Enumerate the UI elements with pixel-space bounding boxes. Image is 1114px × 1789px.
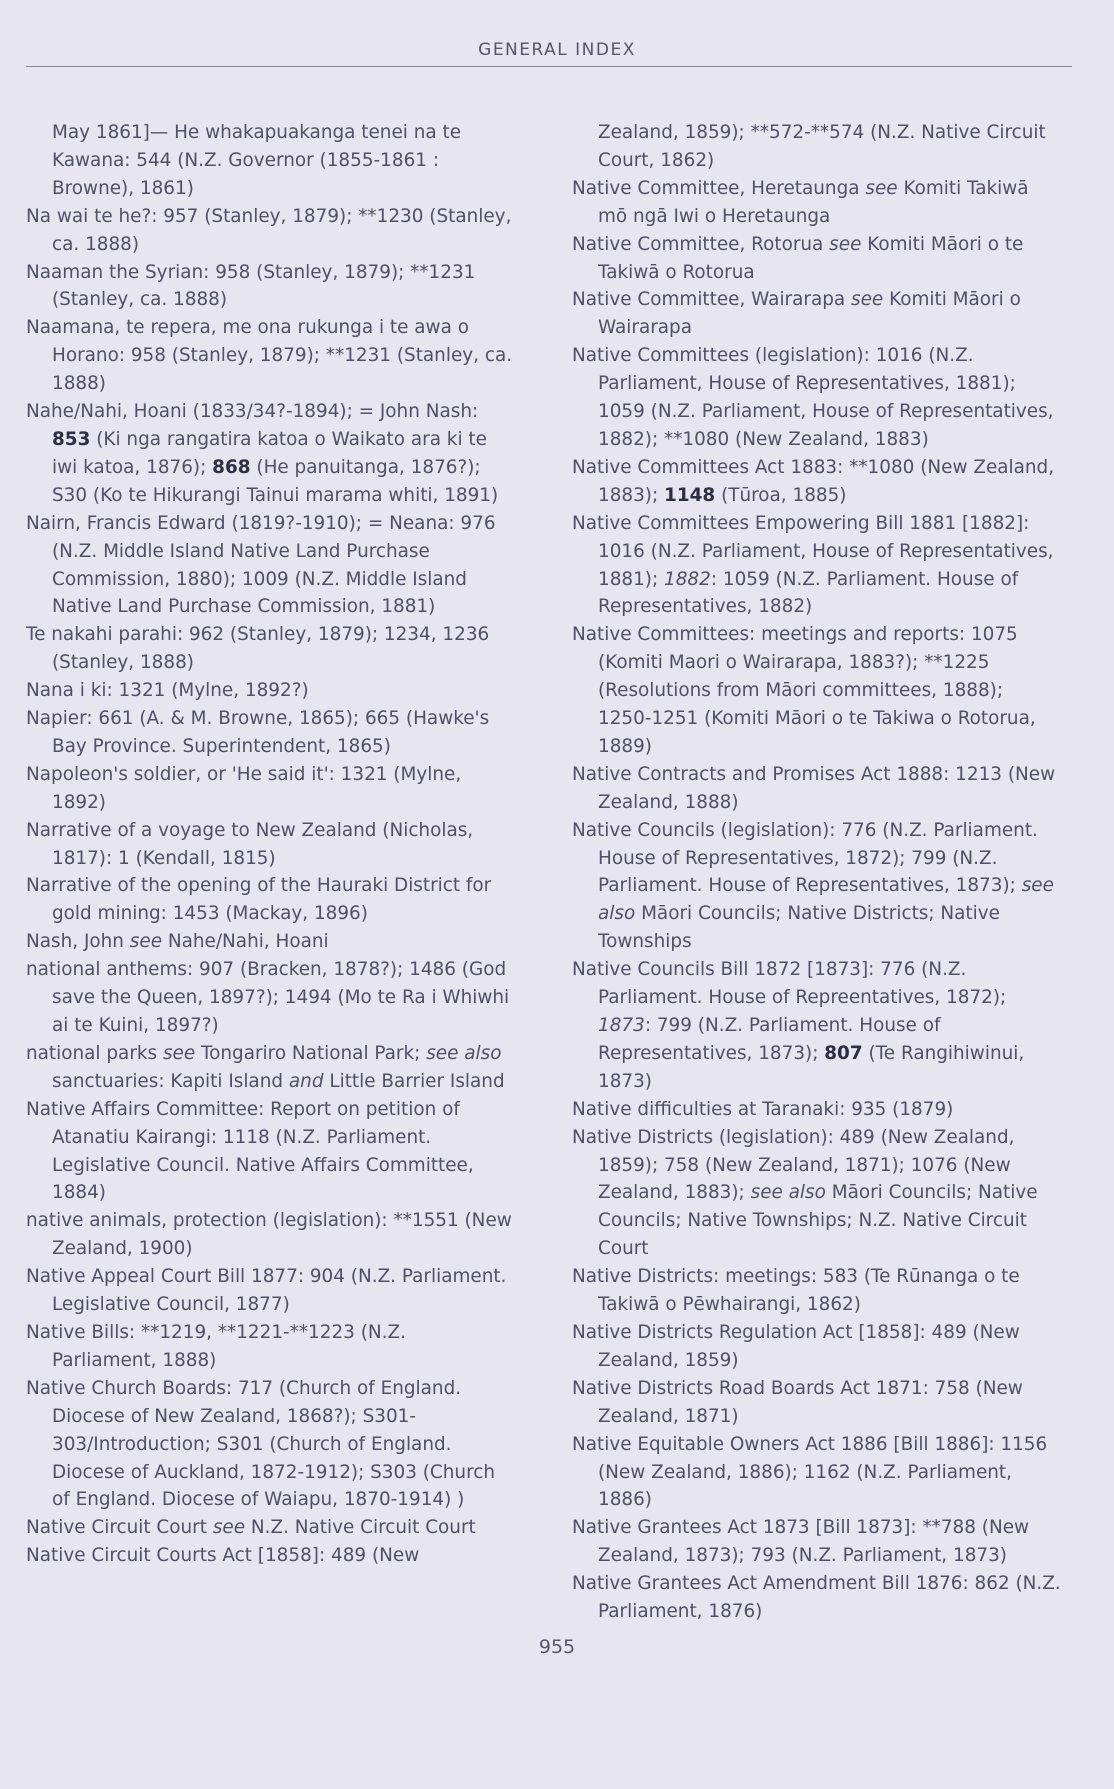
index-entry: Narrative of the opening of the Hauraki District for gold mining: 1453 (Mackay, 1896)	[26, 875, 492, 925]
index-entry: national anthems: 907 (Bracken, 1878?); 1486 (God save the Queen, 1897?); 1494 (Mo te Ra i Whiwhi ai te Kuini, 1897?)	[26, 959, 510, 1036]
index-entry: Native Committees: meetings and reports: 1075 (Komiti Maori o Wairarapa, 1883?); **1225 (Resolutions from Māori committees, 1888); 1250-1251 (Komiti Māori o te Takiwa o Rotorua, 1889)	[572, 624, 1036, 757]
running-header: GENERAL INDEX	[478, 40, 636, 60]
index-entry: Napoleon's soldier, or 'He said it': 1321 (Mylne, 1892)	[26, 763, 462, 813]
index-entry: Nahe/Nahi, Hoani (1833/34?-1894); = John Nash: 853 (Ki nga rangatira katoa o Waikato ara ki te iwi katoa, 1876); 868 (He panuitanga, 1876?); S30 (Ko te Hikurangi Tainui marama whiti, 1891)	[26, 401, 499, 506]
index-column-right	[572, 119, 1062, 1626]
index-entry: Native Councils Bill 1872 [1873]: 776 (N.Z. Parliament. House of Repreentatives, 1872); 1873: 799 (N.Z. Parliament. House of Representatives, 1873); 807 (Te Rangihiwinui, 1873)	[572, 959, 1025, 1092]
index-entry: Native Councils (legislation): 776 (N.Z. Parliament. House of Representatives, 1872); 799 (N.Z. Parliament. House of Representatives, 1873); see also Māori Councils; Native Districts; Native Townships	[572, 819, 1054, 953]
index-entry: Native Committees Act 1883: **1080 (New Zealand, 1883); 1148 (Tūroa, 1885)	[572, 456, 1055, 506]
index-entry: Naaman the Syrian: 958 (Stanley, 1879); **1231 (Stanley, ca. 1888)	[26, 261, 476, 311]
index-entry: Native Bills: **1219, **1221-**1223 (N.Z. Parliament, 1888)	[26, 1321, 406, 1371]
index-entry: Native Committee, Rotorua see Komiti Māori o te Takiwā o Rotorua	[572, 233, 1024, 283]
index-entry: Te nakahi parahi: 962 (Stanley, 1879); 1234, 1236 (Stanley, 1888)	[26, 624, 490, 674]
index-entry: Native Contracts and Promises Act 1888: 1213 (New Zealand, 1888)	[572, 763, 1056, 813]
index-entry: Native Grantees Act Amendment Bill 1876: 862 (N.Z. Parliament, 1876)	[572, 1573, 1061, 1623]
index-entry: Native Church Boards: 717 (Church of England. Diocese of New Zealand, 1868?); S301-303/Introduction; S301 (Church of England. Diocese of Auckland, 1872-1912); S303 (Church of England. Diocese of Waiapu, 1870-1914) )	[26, 1377, 495, 1511]
index-entry: Native Affairs Committee: Report on petition of Atanatiu Kairangi: 1118 (N.Z. Parliament. Legislative Council. Native Affairs Committee, 1884)	[26, 1098, 474, 1204]
index-entry: Nairn, Francis Edward (1819?-1910); = Neana: 976 (N.Z. Middle Island Native Land Purchase Commission, 1880); 1009 (N.Z. Middle Island Native Land Purchase Commission, 1881)	[26, 512, 496, 618]
index-entry: Native Committee, Wairarapa see Komiti Māori o Wairarapa	[572, 289, 1021, 339]
index-entry: May 1861]— He whakapuakanga tenei na te Kawana: 544 (N.Z. Governor (1855-1861 : Browne), 1861)	[52, 122, 462, 199]
index-entry: Native Districts Road Boards Act 1871: 758 (New Zealand, 1871)	[572, 1377, 1023, 1427]
page-number: 955	[538, 1636, 576, 1658]
index-entry: Na wai te he?: 957 (Stanley, 1879); **1230 (Stanley, ca. 1888)	[26, 205, 512, 255]
index-entry: Native Committees (legislation): 1016 (N.Z. Parliament, House of Representatives, 1881); 1059 (N.Z. Parliament, House of Representatives, 1882); **1080 (New Zealand, 1883)	[572, 345, 1054, 450]
index-entry: Native difficulties at Taranaki: 935 (1879)	[572, 1098, 954, 1120]
index-entry: Native Committee, Heretaunga see Komiti Takiwā mō ngā Iwi o Heretaunga	[572, 177, 1029, 227]
index-entry: Naamana, te repera, me ona rukunga i te awa o Horano: 958 (Stanley, 1879); **1231 (Stanley, ca. 1888)	[26, 317, 513, 395]
index-entry: native animals, protection (legislation): **1551 (New Zealand, 1900)	[26, 1210, 512, 1260]
header-rule	[26, 66, 1072, 67]
index-entry: Native Grantees Act 1873 [Bill 1873]: **788 (New Zealand, 1873); 793 (N.Z. Parliament, 1873)	[572, 1517, 1030, 1567]
index-entry: Native Appeal Court Bill 1877: 904 (N.Z. Parliament. Legislative Council, 1877)	[26, 1266, 507, 1316]
index-entry: Native Circuit Court see N.Z. Native Circuit Court	[26, 1517, 476, 1539]
index-entry: Native Circuit Courts Act [1858]: 489 (New	[26, 1545, 420, 1567]
index-entry: Narrative of a voyage to New Zealand (Nicholas, 1817): 1 (Kendall, 1815)	[26, 819, 474, 869]
index-entry: Nana i ki: 1321 (Mylne, 1892?)	[26, 680, 309, 702]
index-entry: Native Districts (legislation): 489 (New Zealand, 1859); 758 (New Zealand, 1871); 1076 (New Zealand, 1883); see also Māori Councils; Native Councils; Native Townships; N.Z. Native Circuit Court	[572, 1126, 1038, 1260]
index-entry: Native Equitable Owners Act 1886 [Bill 1886]: 1156 (New Zealand, 1886); 1162 (N.Z. Parliament, 1886)	[572, 1433, 1048, 1511]
index-entry: Native Districts Regulation Act [1858]: 489 (New Zealand, 1859)	[572, 1321, 1020, 1371]
index-column-left	[26, 119, 516, 1570]
index-entry: Napier: 661 (A. & M. Browne, 1865); 665 (Hawke's Bay Province. Superintendent, 1865)	[26, 708, 490, 757]
index-entry: Native Committees Empowering Bill 1881 [1882]: 1016 (N.Z. Parliament, House of Representatives, 1881); 1882: 1059 (N.Z. Parliament. House of Representatives, 1882)	[572, 512, 1054, 618]
index-entry: national parks see Tongariro National Park; see also sanctuaries: Kapiti Island and Little Barrier Island	[26, 1042, 505, 1092]
index-entry: Zealand, 1859); **572-**574 (N.Z. Native Circuit Court, 1862)	[598, 122, 1046, 171]
index-entry: Native Districts: meetings: 583 (Te Rūnanga o te Takiwā o Pēwhairangi, 1862)	[572, 1266, 1020, 1316]
index-entry: Nash, John see Nahe/Nahi, Hoani	[26, 931, 329, 953]
